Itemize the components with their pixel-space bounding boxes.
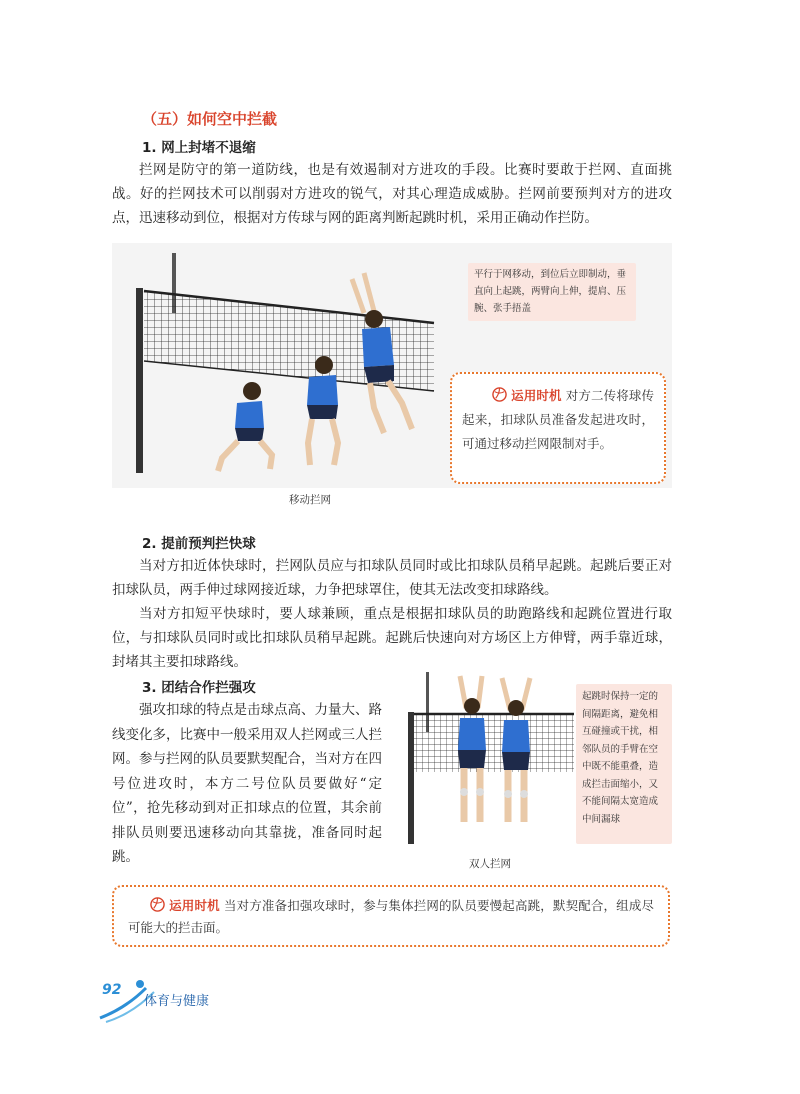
figure1-caption: 移动拦网 xyxy=(289,494,331,506)
double-block-illustration xyxy=(398,672,576,850)
subheading-3: 3. 团结合作拦强攻 xyxy=(142,680,256,696)
subheading-1: 1. 网上封堵不退缩 xyxy=(142,140,256,156)
volleyball-icon xyxy=(492,387,507,402)
figure-double-block xyxy=(398,672,576,850)
paragraph-3: 强攻扣球的特点是击球点高、力量大、路线变化多，比赛中一般采用双人拦网或三人拦网。参与拦网的队员要默契配合，当对方在四号位进攻时，本方二号位队员要做好“定位”，抢先移动到对正扣球点的位置，其余前排队员则要迅速移动向其靠拢，准备同时起跳。 xyxy=(112,702,382,865)
figure2-caption: 双人拦网 xyxy=(469,858,511,870)
volleyball-icon xyxy=(150,897,165,912)
tip-box-2 xyxy=(112,885,670,947)
tip-box-1 xyxy=(450,372,666,484)
footer xyxy=(96,978,236,1024)
paragraph-1: 拦网是防守的第一道防线，也是有效遏制对方进攻的手段。比赛时要敢于拦网、直面挑战。好的拦网技术可以削弱对方进攻的锐气，对其心理造成威胁。拦网前要预判对方的进攻点，迅速移动到位，根据对方传球与网的距离判断起跳时机，采用正确动作拦防。 xyxy=(112,162,672,226)
book-title: 体育与健康 xyxy=(144,994,210,1009)
section-title: （五）如何空中拦截 xyxy=(142,110,278,128)
blocker-a xyxy=(458,676,486,822)
paragraph-2a: 当对方扣近体快球时，拦网队员应与扣球队员同时或比扣球队员稍早起跳。起跳后要正对扣球队员，两手伸过球网接近球，力争把球罩住，使其无法改变扣球路线。 xyxy=(112,558,672,598)
tip2-text: 当对方准备扣强攻球时，参与集体拦网的队员要慢起高跳，默契配合，组成尽可能大的拦击面。 xyxy=(128,898,654,935)
tip2-label: 运用时机 xyxy=(169,898,220,913)
tip1-label: 运用时机 xyxy=(511,388,562,403)
figure1-callout: 平行于网移动，到位后立即制动，垂直向上起跳，两臂向上伸，提肩、压腕、张手捂盖 xyxy=(468,263,636,321)
page-number: 92 xyxy=(102,982,122,998)
blocker-b xyxy=(502,678,530,822)
figure2-callout: 起跳时保持一定的间隔距离，避免相互碰撞或干扰，相邻队员的手臂在空中既不能重叠，造成拦击面缩小，又不能间隔太宽造成中间漏球 xyxy=(576,684,672,844)
tip1-text: 对方二传将球传起来，扣球队员准备发起进攻时，可通过移动拦网限制对手。 xyxy=(462,388,654,451)
subheading-2: 2. 提前预判拦快球 xyxy=(142,536,256,552)
player-1 xyxy=(218,382,272,471)
paragraph-2b: 当对方扣短平快球时，要人球兼顾，重点是根据扣球队员的助跑路线和起跳位置进行取位，与扣球队员同时或比扣球队员稍早起跳。起跳后快速向对方场区上方伸臂，两手靠近球，封堵其主要扣球路线。 xyxy=(112,606,672,670)
